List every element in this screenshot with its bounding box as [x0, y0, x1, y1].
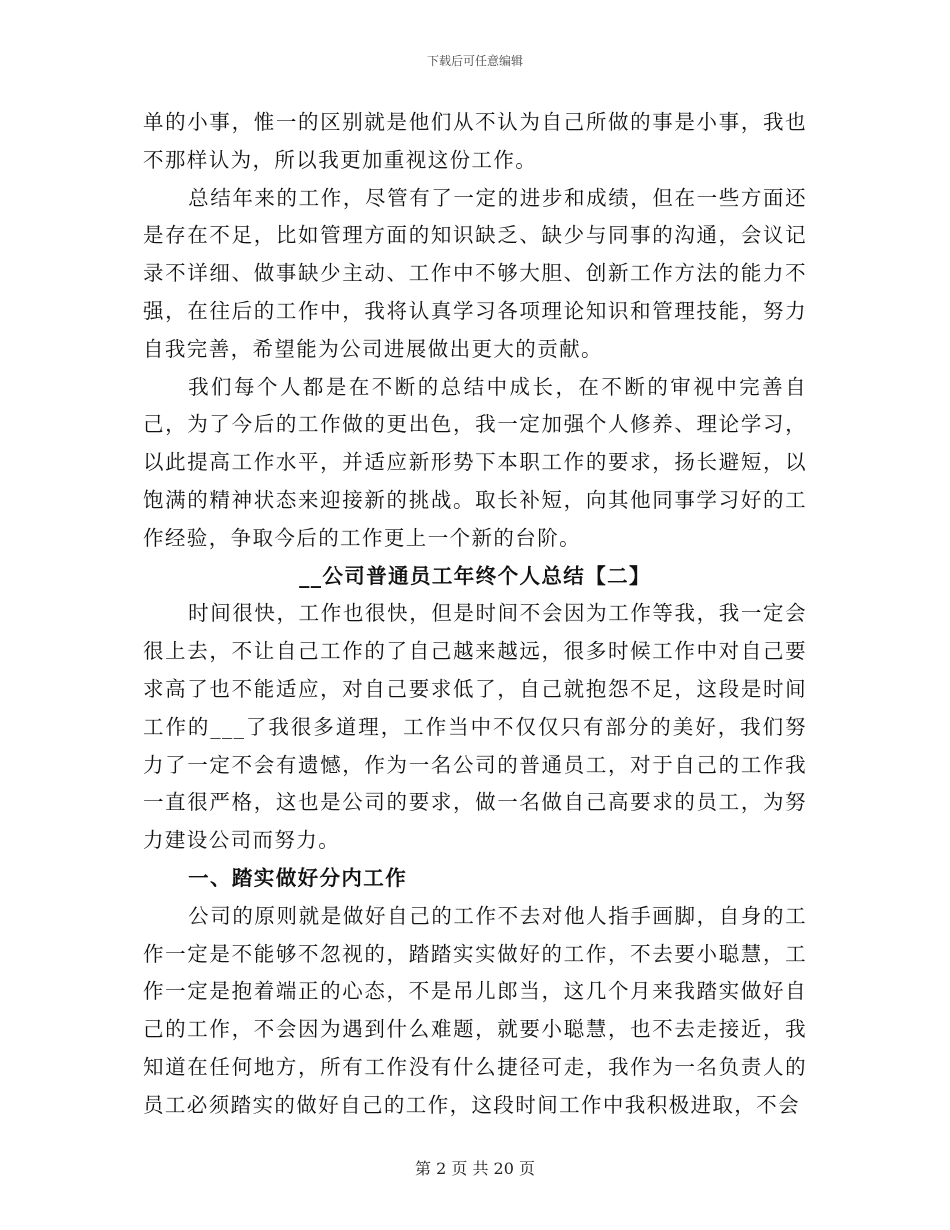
section-title: __公司普通员工年终个人总结【二】	[299, 563, 651, 588]
paragraph-shortcomings: 总结年来的工作，尽管有了一定的进步和成绩，但在一些方面还是存在不足，比如管理方面的知识缺乏、缺少与同事的沟通，会议记录不详细、做事缺少主动、工作中不够大胆、创新工作方法的能力不强，在往后的工作中，我将认真学习各项理论知识和管理技能，努力自我完善，希望能为公司进展做出更大的贡献。	[143, 185, 807, 361]
paragraph-principle: 公司的原则就是做好自己的工作不去对他人指手画脚，自身的工作一定是不能够不忽视的，踏踏实实做好的工作，不去要小聪慧，工作一定是抱着端正的心态，不是吊儿郎当，这几个月来我踏实做好自己的工作，不会因为遇到什么难题，就要小聪慧，也不去走接近，我知道在任何地方，所有工作没有什么捷径可走，我作为一名负责人的员工必须踏实的做好自己的工作，这段时间工作中我积极进取，不会	[143, 903, 807, 1117]
paragraph-growth: 我们每个人都是在不断的总结中成长，在不断的审视中完善自己，为了今后的工作做的更出色，我一定加强个人修养、理论学习，以此提高工作水平，并适应新形势下本职工作的要求，扬长避短，以饱满的精神状态来迎接新的挑战。取长补短，向其他同事学习好的工作经验，争取今后的工作更上一个新的台阶。	[143, 374, 807, 550]
page-header: 下载后可任意编辑	[426, 54, 523, 68]
paragraph-continuation: 单的小事，惟一的区别就是他们从不认为自己所做的事是小事，我也不那样认为，所以我更加重视这份工作。	[143, 110, 807, 172]
page-number: 第 2 页 共 20 页	[415, 1159, 535, 1178]
document-body	[143, 104, 807, 1125]
paragraph-intro: 时间很快，工作也很快，但是时间不会因为工作等我，我一定会很上去，不让自己工作的了自己越来越远，很多时候工作中对自己要求高了也不能适应，对自己要求低了，自己就抱怨不足，这段是时间工作的___了我很多道理，工作当中不仅仅只有部分的美好，我们努力了一定不会有遗憾，作为一名公司的普通员工，对于自己的工作我一直很严格，这也是公司的要求，做一名做自己高要求的员工，为努力建设公司而努力。	[143, 601, 807, 853]
subheading: 一、踏实做好分内工作	[188, 865, 408, 890]
